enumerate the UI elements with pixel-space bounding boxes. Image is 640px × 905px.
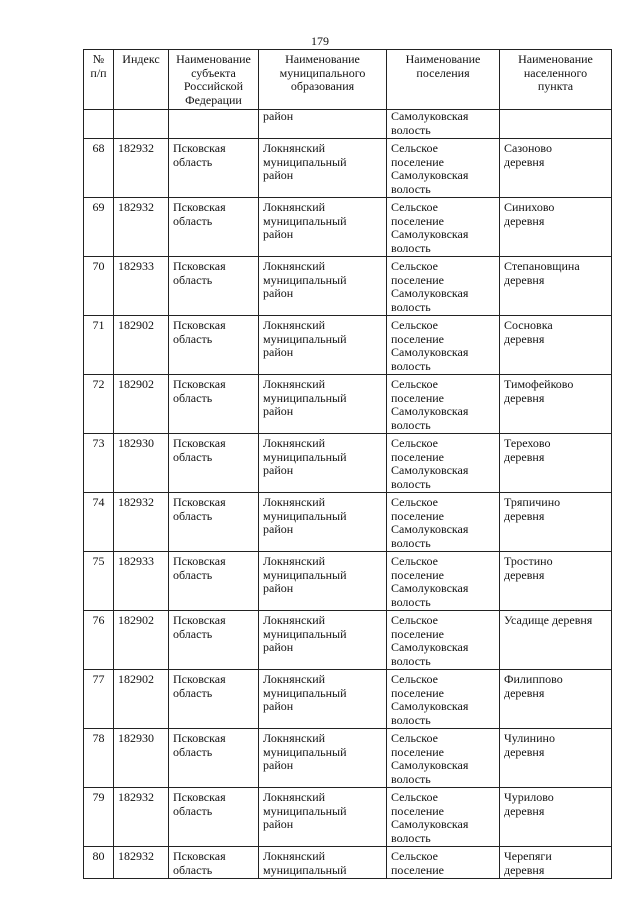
col-header-municipality xyxy=(259,50,387,110)
municipality-cell-line: Локнянский xyxy=(263,318,326,332)
municipality-cell-line: муниципальный xyxy=(263,331,347,346)
settlement-cell-line: поселение xyxy=(391,803,445,818)
municipality-cell-line: муниципальный xyxy=(263,685,347,700)
table-row xyxy=(84,198,612,257)
region-cell-line: область xyxy=(173,803,213,818)
settlement-cell-line: волость xyxy=(391,535,431,550)
municipality-cell-line: Локнянский xyxy=(263,613,326,627)
locality-cell-line: деревня xyxy=(504,272,545,287)
region-cell-line: Псковская xyxy=(173,200,226,214)
locality-cell-line: Чурилово xyxy=(504,790,554,804)
municipality-cell-line: муниципальный xyxy=(263,508,347,523)
settlement-cell-line: Сельское xyxy=(391,790,438,804)
region-cell-line: Псковская xyxy=(173,849,226,863)
settlement-cell-line: поселение xyxy=(391,567,445,582)
locality-cell-line: Синихово xyxy=(504,200,555,214)
region-cell-line: область xyxy=(173,567,213,582)
municipality-cell xyxy=(259,493,387,552)
region-cell xyxy=(169,670,259,729)
col-header-number-line: № xyxy=(92,52,105,66)
settlement-cell xyxy=(387,847,500,879)
col-header-index xyxy=(114,50,169,110)
locality-cell-line: Тряпичино xyxy=(504,495,561,509)
postal-index-cell: 182902 xyxy=(114,375,169,434)
settlement-cell-line: Самолуковская xyxy=(391,758,469,772)
settlement-cell-line: поселение xyxy=(391,331,445,346)
settlement-cell xyxy=(387,375,500,434)
municipality-cell xyxy=(259,847,387,879)
locality-cell-line: деревня xyxy=(504,508,545,523)
col-header-region xyxy=(169,50,259,110)
locality-cell xyxy=(500,670,612,729)
locality-cell xyxy=(500,788,612,847)
locality-cell-line: Черепяги xyxy=(504,849,552,863)
municipality-cell-line: Локнянский xyxy=(263,377,326,391)
settlement-cell xyxy=(387,788,500,847)
region-cell-line: Псковская xyxy=(173,731,226,745)
settlement-cell-line: Самолуковская xyxy=(391,404,469,418)
table-row xyxy=(84,611,612,670)
settlement-cell-line: волость xyxy=(391,181,431,196)
col-header-locality-line: населенного xyxy=(523,65,588,80)
row-number-cell: 79 xyxy=(84,788,114,847)
locality-cell xyxy=(500,729,612,788)
settlement-cell-line: поселение xyxy=(391,862,445,877)
col-header-index-line: Индекс xyxy=(122,52,160,66)
locality-cell-line: Тростино xyxy=(504,554,553,568)
municipality-cell xyxy=(259,316,387,375)
municipality-cell xyxy=(259,110,387,139)
page-number: 179 xyxy=(311,34,329,48)
locality-cell-line: деревня xyxy=(504,744,545,759)
locality-cell-line: деревня xyxy=(504,390,545,405)
col-header-region-line: Российской xyxy=(183,79,244,93)
table-row xyxy=(84,316,612,375)
col-header-locality-line: пункта xyxy=(537,79,574,93)
region-cell-line: область xyxy=(173,390,213,405)
settlement-cell xyxy=(387,611,500,670)
region-cell xyxy=(169,788,259,847)
col-header-region-line: субъекта xyxy=(191,65,236,80)
col-header-region-line: Наименование xyxy=(176,52,251,66)
region-cell xyxy=(169,493,259,552)
settlement-cell-line: волость xyxy=(391,771,431,786)
municipality-cell-line: муниципальный xyxy=(263,744,347,759)
col-header-municipality-line: образования xyxy=(290,79,355,93)
settlement-cell xyxy=(387,670,500,729)
settlement-cell-line: Сельское xyxy=(391,672,438,686)
col-header-municipality-line: муниципального xyxy=(279,65,366,80)
settlement-cell-line: волость xyxy=(391,122,431,137)
settlement-cell-line: Самолуковская xyxy=(391,522,469,536)
postal-index-cell: 182902 xyxy=(114,611,169,670)
settlement-cell-line: Самолуковская xyxy=(391,286,469,300)
municipality-cell-line: район xyxy=(263,640,294,654)
municipality-cell-line: район xyxy=(263,699,294,713)
region-cell-line: Псковская xyxy=(173,790,226,804)
settlement-cell xyxy=(387,316,500,375)
table-row xyxy=(84,375,612,434)
municipality-cell-line: район xyxy=(263,817,294,831)
row-number-cell: 80 xyxy=(84,847,114,879)
settlement-cell-line: Сельское xyxy=(391,141,438,155)
municipality-cell-line: район xyxy=(263,463,294,477)
settlement-cell-line: волость xyxy=(391,653,431,668)
locality-cell-line: деревня xyxy=(504,213,545,228)
table-row-continuation xyxy=(84,110,612,139)
postal-index-cell: 182932 xyxy=(114,139,169,198)
municipality-cell-line: район xyxy=(263,168,294,182)
region-cell-line: область xyxy=(173,626,213,641)
row-number-cell: 70 xyxy=(84,257,114,316)
municipality-cell-line: муниципальный xyxy=(263,213,347,228)
region-cell-line: область xyxy=(173,744,213,759)
settlement-cell-line: волость xyxy=(391,594,431,609)
settlement-cell xyxy=(387,139,500,198)
locality-cell-line: Степановщина xyxy=(504,259,580,273)
region-cell-line: Псковская xyxy=(173,259,226,273)
settlement-cell-line: Сельское xyxy=(391,495,438,509)
municipality-cell-line: район xyxy=(263,345,294,359)
row-number-cell: 72 xyxy=(84,375,114,434)
settlement-cell-line: волость xyxy=(391,299,431,314)
col-header-settlement xyxy=(387,50,500,110)
region-cell-line: Псковская xyxy=(173,554,226,568)
region-cell-line: область xyxy=(173,449,213,464)
settlement-cell-line: Сельское xyxy=(391,377,438,391)
region-cell xyxy=(169,847,259,879)
settlement-cell-line: Самолуковская xyxy=(391,345,469,359)
municipality-cell-line: муниципальный xyxy=(263,449,347,464)
settlement-cell-line: волость xyxy=(391,417,431,432)
postal-index-cell: 182932 xyxy=(114,788,169,847)
table-row xyxy=(84,434,612,493)
row-number-cell: 77 xyxy=(84,670,114,729)
municipality-cell-line: Локнянский xyxy=(263,495,326,509)
table-row xyxy=(84,788,612,847)
postal-index-cell: 182930 xyxy=(114,434,169,493)
settlement-cell xyxy=(387,434,500,493)
settlement-cell-line: Самолуковская xyxy=(391,168,469,182)
locality-cell xyxy=(500,552,612,611)
table-row xyxy=(84,847,612,879)
municipality-cell-line: Локнянский xyxy=(263,849,326,863)
locality-cell-line: Чулинино xyxy=(504,731,555,745)
municipality-cell-line: муниципальный xyxy=(263,154,347,169)
postal-index-cell: 182933 xyxy=(114,257,169,316)
municipality-cell xyxy=(259,552,387,611)
settlement-cell-line: волость xyxy=(391,358,431,373)
row-number-cell: 73 xyxy=(84,434,114,493)
postal-index-cell: 182902 xyxy=(114,670,169,729)
table-row xyxy=(84,493,612,552)
municipality-cell xyxy=(259,198,387,257)
municipality-cell-line: муниципальный xyxy=(263,567,347,582)
settlement-cell xyxy=(387,257,500,316)
settlement-cell-line: Сельское xyxy=(391,200,438,214)
region-cell xyxy=(169,611,259,670)
locality-cell-line: деревня xyxy=(504,154,545,169)
col-header-locality xyxy=(500,50,612,110)
locality-cell-line: Тимофейково xyxy=(504,377,574,391)
region-cell-line: Псковская xyxy=(173,613,226,627)
settlement-cell-line: Сельское xyxy=(391,554,438,568)
settlement-cell-line: Самолуковская xyxy=(391,109,469,123)
municipality-cell xyxy=(259,434,387,493)
region-cell-line: Псковская xyxy=(173,495,226,509)
locality-cell-line: Терехово xyxy=(504,436,551,450)
col-header-number xyxy=(84,50,114,110)
locality-cell-line: деревня xyxy=(504,862,545,877)
table-row xyxy=(84,670,612,729)
settlement-cell-line: Самолуковская xyxy=(391,227,469,241)
municipality-cell-line: муниципальный xyxy=(263,803,347,818)
region-cell-line: область xyxy=(173,154,213,169)
header-row xyxy=(84,50,612,110)
locality-cell-line: Филиппово xyxy=(504,672,563,686)
settlement-cell-line: Самолуковская xyxy=(391,581,469,595)
municipality-cell xyxy=(259,670,387,729)
region-cell-line: Псковская xyxy=(173,672,226,686)
settlement-cell-line: Сельское xyxy=(391,731,438,745)
locality-cell-line: деревня xyxy=(504,803,545,818)
locality-cell-line: Сазоново xyxy=(504,141,553,155)
municipality-cell xyxy=(259,375,387,434)
locality-cell xyxy=(500,198,612,257)
postal-index-cell: 182932 xyxy=(114,847,169,879)
row-number-cell: 69 xyxy=(84,198,114,257)
empty-cell xyxy=(500,110,612,139)
settlement-cell-line: поселение xyxy=(391,449,445,464)
region-cell-line: Псковская xyxy=(173,436,226,450)
settlement-cell-line: Самолуковская xyxy=(391,640,469,654)
settlement-cell-line: Самолуковская xyxy=(391,817,469,831)
settlement-cell-line: волость xyxy=(391,830,431,845)
settlement-cell-line: волость xyxy=(391,240,431,255)
locality-cell-line: деревня xyxy=(504,567,545,582)
settlement-cell-line: волость xyxy=(391,476,431,491)
settlement-cell-line: поселение xyxy=(391,508,445,523)
region-cell-line: Псковская xyxy=(173,141,226,155)
col-header-region-line: Федерации xyxy=(185,92,242,107)
settlement-cell-line: поселение xyxy=(391,390,445,405)
locality-cell xyxy=(500,434,612,493)
settlement-cell-line: Сельское xyxy=(391,318,438,332)
col-header-settlement-line: Наименование xyxy=(405,52,481,66)
region-cell-line: область xyxy=(173,272,213,287)
municipality-cell-line: район xyxy=(263,109,294,123)
municipality-cell-line: муниципальный xyxy=(263,862,347,877)
settlement-cell-line: поселение xyxy=(391,272,445,287)
region-cell-line: область xyxy=(173,685,213,700)
region-cell-line: Псковская xyxy=(173,377,226,391)
municipality-cell-line: Локнянский xyxy=(263,731,326,745)
locality-cell xyxy=(500,316,612,375)
settlements-table xyxy=(83,49,612,879)
col-header-number-line: п/п xyxy=(90,65,107,80)
municipality-cell-line: Локнянский xyxy=(263,672,326,686)
settlement-cell-line: волость xyxy=(391,712,431,727)
table-header xyxy=(84,50,612,110)
region-cell-line: область xyxy=(173,862,213,877)
region-cell xyxy=(169,139,259,198)
settlement-cell-line: Сельское xyxy=(391,436,438,450)
settlement-cell-line: Сельское xyxy=(391,259,438,273)
table-row xyxy=(84,139,612,198)
row-number-cell: 78 xyxy=(84,729,114,788)
empty-cell xyxy=(84,110,114,139)
postal-index-cell: 182932 xyxy=(114,493,169,552)
municipality-cell-line: район xyxy=(263,404,294,418)
locality-cell-line: деревня xyxy=(504,449,545,464)
locality-cell-line: деревня xyxy=(504,331,545,346)
municipality-cell-line: район xyxy=(263,227,294,241)
empty-cell xyxy=(169,110,259,139)
municipality-cell xyxy=(259,257,387,316)
municipality-cell-line: район xyxy=(263,758,294,772)
region-cell-line: область xyxy=(173,213,213,228)
settlement-cell xyxy=(387,493,500,552)
settlement-cell xyxy=(387,729,500,788)
region-cell-line: область xyxy=(173,331,213,346)
settlement-cell-line: Самолуковская xyxy=(391,699,469,713)
municipality-cell-line: муниципальный xyxy=(263,272,347,287)
table-row xyxy=(84,257,612,316)
postal-index-cell: 182902 xyxy=(114,316,169,375)
col-header-municipality-line: Наименование xyxy=(285,52,360,66)
settlement-cell-line: поселение xyxy=(391,744,445,759)
settlement-cell xyxy=(387,198,500,257)
settlement-cell-line: Самолуковская xyxy=(391,463,469,477)
municipality-cell-line: Локнянский xyxy=(263,554,326,568)
municipality-cell-line: Локнянский xyxy=(263,790,326,804)
locality-cell-line: деревня xyxy=(504,685,545,700)
municipality-cell-line: Локнянский xyxy=(263,141,326,155)
municipality-cell-line: Локнянский xyxy=(263,436,326,450)
locality-cell xyxy=(500,493,612,552)
row-number-cell: 74 xyxy=(84,493,114,552)
region-cell xyxy=(169,198,259,257)
settlement-cell-line: поселение xyxy=(391,213,445,228)
municipality-cell-line: Локнянский xyxy=(263,259,326,273)
region-cell xyxy=(169,729,259,788)
row-number-cell: 68 xyxy=(84,139,114,198)
table-row xyxy=(84,729,612,788)
settlement-cell xyxy=(387,110,500,139)
municipality-cell-line: муниципальный xyxy=(263,390,347,405)
empty-cell xyxy=(114,110,169,139)
row-number-cell: 71 xyxy=(84,316,114,375)
table-body xyxy=(84,110,612,879)
row-number-cell: 75 xyxy=(84,552,114,611)
locality-cell xyxy=(500,139,612,198)
row-number-cell: 76 xyxy=(84,611,114,670)
region-cell xyxy=(169,316,259,375)
locality-cell xyxy=(500,375,612,434)
settlement-cell-line: поселение xyxy=(391,685,445,700)
settlement-cell-line: Сельское xyxy=(391,613,438,627)
region-cell-line: Псковская xyxy=(173,318,226,332)
settlement-cell-line: Сельское xyxy=(391,849,438,863)
region-cell xyxy=(169,434,259,493)
municipality-cell-line: район xyxy=(263,286,294,300)
settlement-cell-line: поселение xyxy=(391,154,445,169)
locality-cell-line: Сосновка xyxy=(504,318,553,332)
municipality-cell-line: муниципальный xyxy=(263,626,347,641)
region-cell-line: область xyxy=(173,508,213,523)
municipality-cell-line: Локнянский xyxy=(263,200,326,214)
municipality-cell xyxy=(259,611,387,670)
settlement-cell xyxy=(387,552,500,611)
region-cell xyxy=(169,257,259,316)
locality-cell xyxy=(500,257,612,316)
municipality-cell-line: район xyxy=(263,522,294,536)
region-cell xyxy=(169,552,259,611)
postal-index-cell: 182933 xyxy=(114,552,169,611)
settlement-cell-line: поселение xyxy=(391,626,445,641)
municipality-cell xyxy=(259,729,387,788)
municipality-cell-line: район xyxy=(263,581,294,595)
municipality-cell xyxy=(259,139,387,198)
locality-cell xyxy=(500,847,612,879)
region-cell xyxy=(169,375,259,434)
locality-cell xyxy=(500,611,612,670)
municipality-cell xyxy=(259,788,387,847)
postal-index-cell: 182930 xyxy=(114,729,169,788)
locality-cell-line: Усадище деревня xyxy=(504,613,593,627)
table-row xyxy=(84,552,612,611)
postal-index-cell: 182932 xyxy=(114,198,169,257)
col-header-locality-line: Наименование xyxy=(518,52,593,66)
col-header-settlement-line: поселения xyxy=(416,65,470,80)
